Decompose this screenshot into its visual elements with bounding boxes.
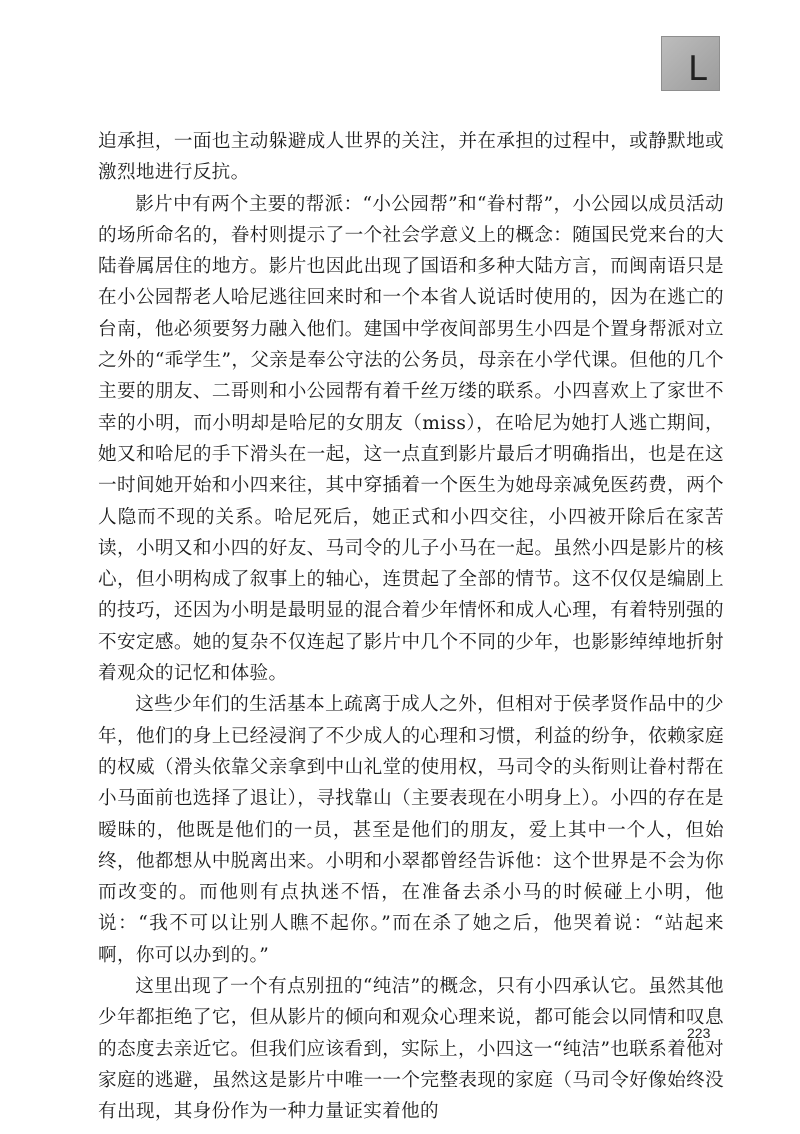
body-text	[98, 126, 724, 1128]
paragraph-continued: 迫承担，一面也主动躲避成人世界的关注，并在承担的过程中，或静默地或激烈地进行反抗。	[98, 131, 724, 184]
section-tab	[661, 36, 720, 91]
paragraph-youths: 这些少年们的生活基本上疏离于成人之外，但相对于侯孝贤作品中的少年，他们的身上已经浸润了不少成人的心理和习惯，利益的纷争，依赖家庭的权威（滑头依靠父亲拿到中山礼堂的使用权，马司令的头衔则让眷村帮在小马面前也选择了退让），寻找靠山（主要表现在小明身上）。小四的存在是暧昧的，他既是他们的一员，甚至是他们的朋友，爱上其中一个人，但始终，他都想从中脱离出来。小明和小翠都曾经告诉他：这个世界是不会为你而改变的。而他则有点执迷不悟，在准备去杀小马的时候碰上小明，他说：“我不可以让别人瞧不起你。”而在杀了她之后，他哭着说：“站起来啊，你可以办到的。”	[98, 694, 724, 966]
page-number: 223	[687, 1025, 711, 1041]
section-letter: L	[688, 49, 707, 89]
paragraph-purity: 这里出现了一个有点别扭的“纯洁”的概念，只有小四承认它。虽然其他少年都拒绝了它，但从影片的倾向和观众心理来说，都可能会以同情和叹息的态度去亲近它。但我们应该看到，实际上，小四这一“纯洁”也联系着他对家庭的逃避，虽然这是影片中唯一一个完整表现的家庭（马司令好像始终没有出现，其身份作为一种力量证实着他的	[98, 976, 724, 1123]
paragraph-gangs: 影片中有两个主要的帮派：“小公园帮”和“眷村帮”，小公园以成员活动的场所命名的，眷村则提示了一个社会学意义上的概念：随国民党来台的大陆眷属居住的地方。影片也因此出现了国语和多种大陆方言，而闽南语只是在小公园帮老人哈尼逃往回来时和一个本省人说话时使用的，因为在逃亡的台南，他必须要努力融入他们。建国中学夜间部男生小四是个置身帮派对立之外的“乖学生”，父亲是奉公守法的公务员，母亲在小学代课。但他的几个主要的朋友、二哥则和小公园帮有着千丝万缕的联系。小四喜欢上了家世不幸的小明，而小明却是哈尼的女朋友（miss），在哈尼为她打人逃亡期间，她又和哈尼的手下滑头在一起，这一点直到影片最后才明确指出，也是在这一时间她开始和小四来往，其中穿插着一个医生为她母亲减免医药费，两个人隐而不现的关系。哈尼死后，她正式和小四交往，小四被开除后在家苦读，小明又和小四的好友、马司令的儿子小马在一起。虽然小四是影片的核心，但小明构成了叙事上的轴心，连贯起了全部的情节。这不仅仅是编剧上的技巧，还因为小明是最明显的混合着少年情怀和成人心理，有着特别强的不安定感。她的复杂不仅连起了影片中几个不同的少年，也影影绰绰地折射着观众的记忆和体验。	[98, 193, 724, 685]
